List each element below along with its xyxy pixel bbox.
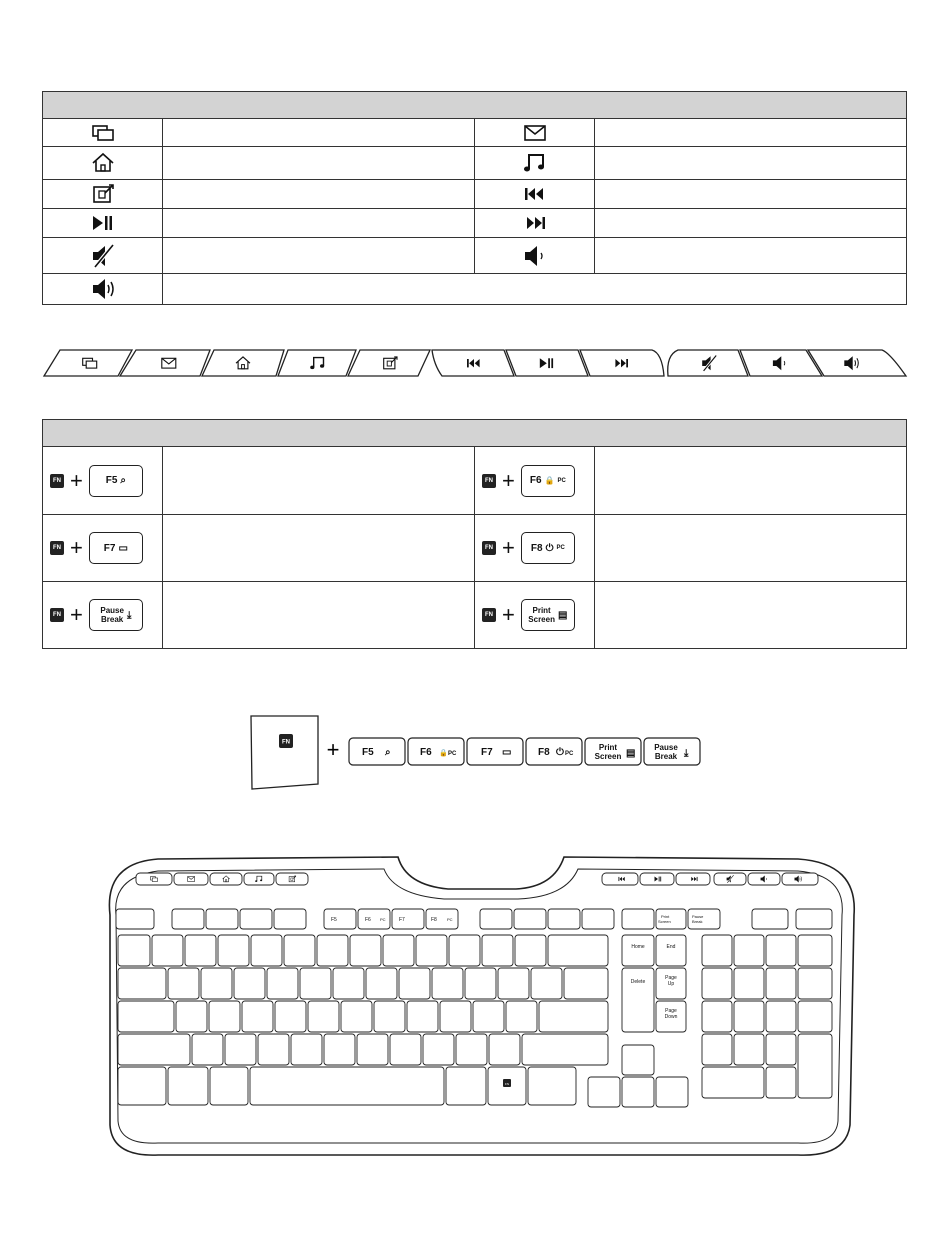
svg-text:+: + — [326, 737, 340, 762]
media-launch-icon — [43, 180, 163, 209]
fn-pause-combo: FN + Pause Break ⤓ — [50, 599, 143, 631]
fn-f5-combo: FN + F5 ⌕ — [50, 465, 143, 497]
context-menu-icon: ▤ — [557, 609, 568, 621]
svg-text:PC: PC — [565, 751, 574, 757]
table-header — [43, 420, 907, 447]
f7-key[interactable] — [467, 738, 523, 765]
svg-text:Pause: Pause — [654, 743, 678, 752]
calculator-icon: ⤓ — [126, 609, 132, 621]
table-row — [43, 515, 907, 582]
fn-f8-combo: FN + F8 ⏻ PC — [482, 532, 575, 564]
svg-text:F8: F8 — [431, 917, 437, 923]
table-row — [43, 582, 907, 649]
keyboard-diagram — [98, 855, 864, 1165]
svg-text:Pause: Pause — [692, 914, 704, 919]
search-icon: ⌕ — [120, 475, 126, 486]
svg-text:F5: F5 — [331, 917, 337, 923]
fn-keys-strip — [248, 713, 708, 793]
windows-icon — [43, 119, 163, 147]
fn-f7-combo: FN + F7 ▭ — [50, 532, 143, 564]
svg-text:Down: Down — [664, 1014, 678, 1020]
fn-key: FN — [482, 541, 496, 555]
media-keys-table — [42, 91, 907, 305]
media-hotkey-strip — [40, 345, 910, 381]
svg-text:Delete: Delete — [630, 979, 646, 985]
svg-text:⌕: ⌕ — [385, 747, 391, 758]
svg-text:Screen: Screen — [594, 752, 622, 761]
fn-f6-combo: FN + F6 🔒 PC — [482, 465, 575, 497]
svg-text:F6: F6 — [420, 747, 432, 758]
volume-down-icon — [475, 238, 595, 274]
fn-combos-table — [42, 419, 907, 649]
svg-text:Home: Home — [631, 944, 645, 950]
svg-text:Break: Break — [654, 752, 678, 761]
svg-text:🔒: 🔒 — [439, 750, 448, 757]
svg-text:Print: Print — [661, 914, 670, 919]
print-screen-key: Print Screen ▤ — [521, 599, 575, 631]
svg-text:Page: Page — [665, 975, 677, 981]
table-row — [43, 447, 907, 515]
fn-big-key[interactable] — [251, 716, 318, 789]
music-note-icon — [475, 147, 595, 180]
svg-text:F7: F7 — [481, 747, 493, 758]
svg-text:F7: F7 — [399, 917, 405, 923]
fn-key: FN — [50, 474, 64, 488]
svg-text:Page: Page — [665, 1008, 677, 1014]
fn-key-label: FN — [282, 739, 290, 746]
svg-text:Break: Break — [692, 919, 703, 924]
fn-key: FN — [50, 608, 64, 622]
play-pause-hotkey[interactable] — [506, 350, 588, 376]
f7-key: F7 ▭ — [89, 532, 143, 564]
svg-text:F8: F8 — [538, 747, 550, 758]
power-icon: ⏻ — [545, 542, 554, 554]
notes-icon: ▭ — [118, 542, 128, 554]
svg-text:Print: Print — [598, 743, 618, 752]
home-hotkey[interactable] — [202, 350, 284, 376]
svg-text:FN: FN — [505, 1082, 509, 1086]
svg-text:Up: Up — [667, 981, 675, 987]
svg-text:⏻: ⏻ — [556, 747, 564, 758]
f8-key: F8 ⏻ PC — [521, 532, 575, 564]
f6-key: F6 🔒 PC — [521, 465, 575, 497]
fn-key: FN — [482, 474, 496, 488]
table-header — [43, 92, 907, 119]
svg-text:F5: F5 — [362, 747, 374, 758]
svg-text:End: End — [666, 944, 676, 950]
table-row — [43, 274, 907, 305]
svg-text:F6: F6 — [365, 917, 371, 923]
f8-key[interactable] — [526, 738, 582, 765]
mail-icon — [475, 119, 595, 147]
table-row — [43, 209, 907, 238]
home-icon — [43, 147, 163, 180]
next-track-icon — [475, 209, 595, 238]
table-row — [43, 180, 907, 209]
volume-up-hotkey[interactable] — [808, 350, 906, 376]
mail-hotkey[interactable] — [120, 350, 210, 376]
fn-print-combo: FN + Print Screen ▤ — [482, 599, 575, 631]
svg-text:PC: PC — [447, 917, 453, 922]
svg-text:PC: PC — [380, 917, 386, 922]
pause-break-key: Pause Break ⤓ — [89, 599, 143, 631]
f5-key[interactable] — [349, 738, 405, 765]
lock-icon: 🔒 — [544, 476, 555, 485]
table-row — [43, 238, 907, 274]
svg-text:PC: PC — [448, 751, 457, 757]
volume-up-icon — [43, 274, 163, 305]
table-row — [43, 147, 907, 180]
svg-text:▤: ▤ — [626, 748, 636, 759]
music-hotkey[interactable] — [278, 350, 356, 376]
svg-text:⤓: ⤓ — [684, 748, 689, 759]
previous-track-icon — [475, 180, 595, 209]
fn-key: FN — [50, 541, 64, 555]
svg-text:Screen: Screen — [658, 919, 671, 924]
fn-key: FN — [482, 608, 496, 622]
f5-key: F5 ⌕ — [89, 465, 143, 497]
mute-icon — [43, 238, 163, 274]
play-pause-icon — [43, 209, 163, 238]
table-row — [43, 119, 907, 147]
media-launch-hotkey[interactable] — [348, 350, 430, 376]
svg-text:▭: ▭ — [502, 747, 512, 758]
